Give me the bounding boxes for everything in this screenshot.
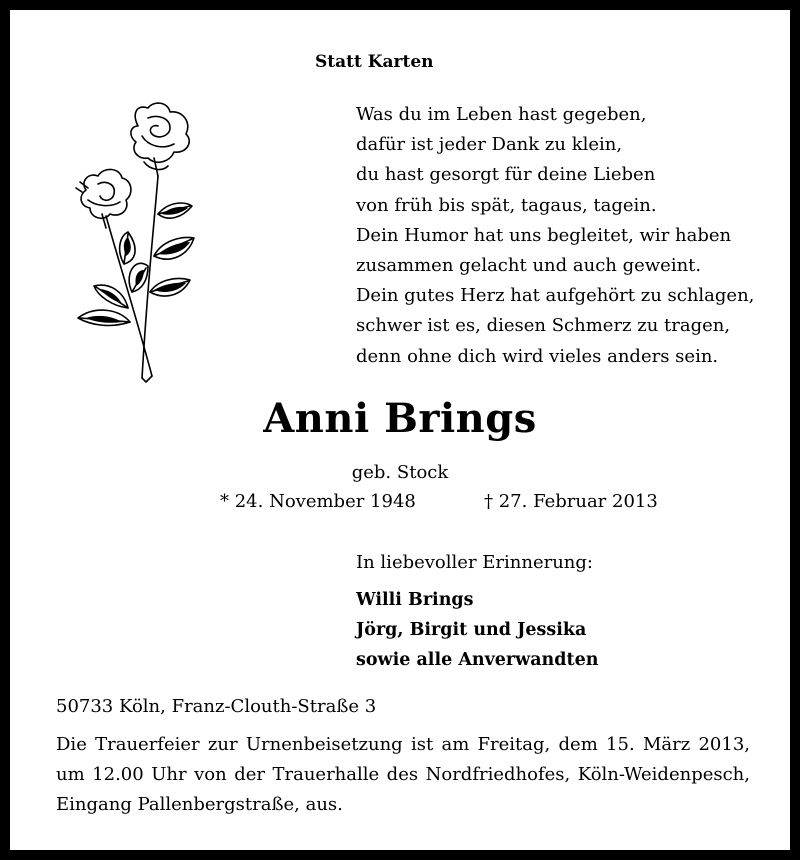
ceremony-info [56, 730, 750, 820]
statt-karten-heading: Statt Karten [315, 52, 434, 72]
poem-line: von früh bis spät, tagaus, tagein. [356, 194, 657, 216]
poem-line: Dein Humor hat uns begleitet, wir haben [356, 224, 732, 246]
poem [356, 100, 754, 372]
death-date: † 27. Februar 2013 [484, 491, 658, 512]
birth-name: geb. Stock [351, 462, 449, 483]
poem-line: Was du im Leben hast gegeben, [356, 104, 647, 125]
address: 50733 Köln, Franz-Clouth-Straße 3 [56, 696, 377, 717]
mourner-name: sowie alle Anverwandten [356, 650, 599, 670]
mourners-list [356, 585, 598, 675]
ceremony-line: um 12.00 Uhr von der Trauerhalle des Nordfriedhofes, Köln-Weidenpesch, [56, 764, 750, 785]
poem-line: zusammen gelacht und auch geweint. [356, 255, 702, 277]
poem-line: Dein gutes Herz hat aufgehört zu schlagen, [356, 285, 755, 307]
poem-line: denn ohne dich wird vieles anders sein. [356, 345, 719, 367]
poem-line: schwer ist es, diesen Schmerz zu tragen, [356, 315, 731, 337]
birth-date: * 24. November 1948 [220, 491, 416, 512]
mourner-name: Willi Brings [356, 590, 474, 610]
poem-line: dafür ist jeder Dank zu klein, [356, 134, 623, 156]
poem-line: du hast gesorgt für deine Lieben [356, 164, 656, 186]
memory-intro: In liebevoller Erinnerung: [356, 552, 593, 573]
deceased-name: Anni Brings [263, 395, 537, 442]
mourner-name: Jörg, Birgit und Jessika [356, 620, 587, 640]
ceremony-line: Die Trauerfeier zur Urnenbeisetzung ist am Freitag, dem 15. März 2013, [56, 734, 750, 755]
rose-drawing-icon [58, 96, 208, 386]
ceremony-line: Eingang Pallenbergstraße, aus. [56, 794, 343, 815]
